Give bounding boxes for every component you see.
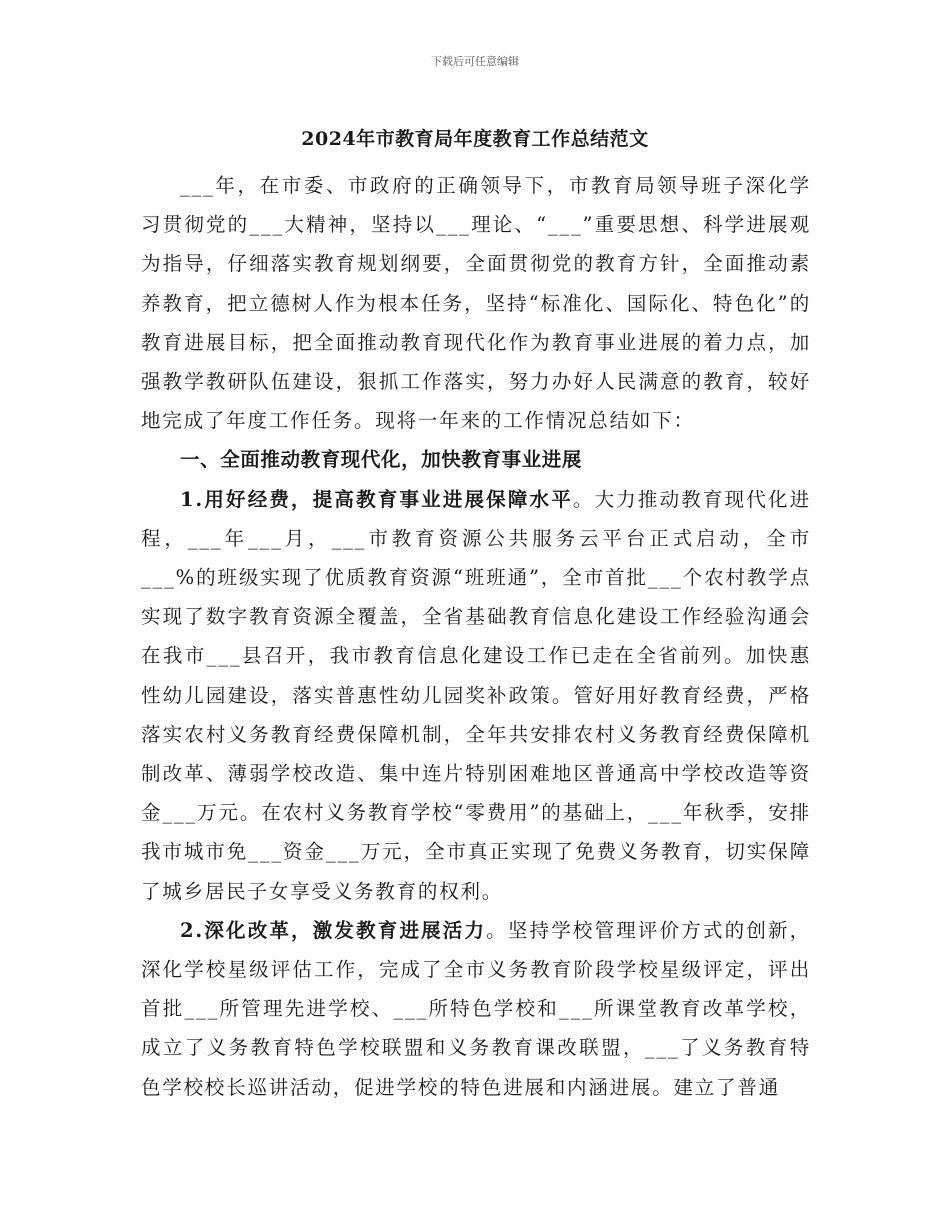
item-2-lead: 2.深化改革，激发教育进展活力 [180, 918, 487, 942]
item-1-lead: 1.用好经费，提高教育事业进展保障水平 [180, 487, 573, 511]
paragraph-item-1 [141, 480, 811, 911]
item-1-body: 。大力推动教育现代化进程，___年___月，___市教育资源公共服务云平台正式启动，全市___%的班级实现了优质教育资源“班班通”，全市首批___个农村教学点实现了数字教育资源全覆盖，全省基础教育信息化建设工作经验沟通会在我市___县召开，我市教育信息化建设工作已走在全省前列。加快惠性幼儿园建设，落实普惠性幼儿园奖补政策。管好用好教育经费，严格落实农村义务教育经费保障机制，全年共安排农村义务教育经费保障机制改革、薄弱学校改造、集中连片特别困难地区普通高中学校改造等资金___万元。在农村义务教育学校“零费用”的基础上，___年秋季，安排我市城市免___资金___万元，全市真正实现了免费义务教育，切实保障了城乡居民子女享受义务教育的权利。 [141, 487, 811, 903]
document-body [141, 166, 811, 1107]
intro-paragraph: ___年，在市委、市政府的正确领导下，市教育局领导班子深化学习贯彻党的___大精神，坚持以___理论、“___”重要思想、科学进展观为指导，仔细落实教育规划纲要，全面贯彻党的教育方针，全面推动素养教育，把立德树人作为根本任务，坚持“标准化、国际化、特色化”的教育进展目标，把全面推动教育现代化作为教育事业进展的着力点，加强教学教研队伍建设，狠抓工作落实，努力办好人民满意的教育，较好地完成了年度工作任务。现将一年来的工作情况总结如下： [141, 174, 811, 433]
section-heading: 一、全面推动教育现代化，加快教育事业进展 [180, 448, 583, 472]
document-title: 2024年市教育局年度教育工作总结范文 [301, 128, 649, 150]
paragraph-item-2 [141, 911, 811, 1107]
page-header-note: 下载后可任意编辑 [431, 55, 519, 68]
item-2-body: 。坚持学校管理评价方式的创新，深化学校星级评估工作，完成了全市义务教育阶段学校星级评定，评出首批___所管理先进学校、___所特色学校和___所课堂教育改革学校，成立了义务教育特色学校联盟和义务教育课改联盟，___了义务教育特色学校校长巡讲活动，促进学校的特色进展和内涵进展。建立了普通 [141, 918, 811, 1099]
